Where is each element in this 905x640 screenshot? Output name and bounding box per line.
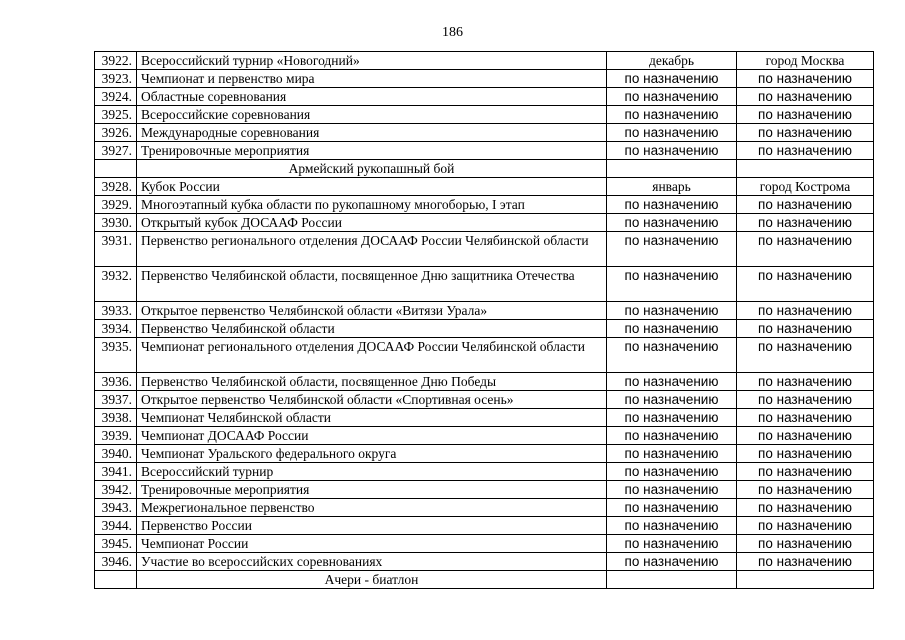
event-number: 3932. <box>95 267 137 302</box>
event-number: 3938. <box>95 409 137 427</box>
event-date: по назначению <box>607 427 737 445</box>
event-place: город Москва <box>737 52 874 70</box>
section-title: Ачери - биатлон <box>137 571 607 589</box>
event-number: 3933. <box>95 302 137 320</box>
event-date: по назначению <box>607 142 737 160</box>
event-number: 3946. <box>95 553 137 571</box>
section-num-cell <box>95 160 137 178</box>
event-number: 3930. <box>95 214 137 232</box>
event-row <box>95 535 874 553</box>
event-number: 3934. <box>95 320 137 338</box>
event-name: Первенство Челябинской области <box>137 320 607 338</box>
event-number: 3929. <box>95 196 137 214</box>
event-name: Чемпионат России <box>137 535 607 553</box>
event-row <box>95 427 874 445</box>
event-row <box>95 267 874 302</box>
event-name: Всероссийский турнир «Новогодний» <box>137 52 607 70</box>
section-num-cell <box>95 571 137 589</box>
event-place: город Кострома <box>737 178 874 196</box>
event-date: по назначению <box>607 481 737 499</box>
event-row <box>95 481 874 499</box>
event-place: по назначению <box>737 196 874 214</box>
event-row <box>95 409 874 427</box>
event-date: по назначению <box>607 106 737 124</box>
event-row <box>95 106 874 124</box>
event-place: по назначению <box>737 124 874 142</box>
event-place: по назначению <box>737 427 874 445</box>
event-place: по назначению <box>737 391 874 409</box>
event-place: по назначению <box>737 142 874 160</box>
event-number: 3922. <box>95 52 137 70</box>
event-place: по назначению <box>737 373 874 391</box>
event-name: Тренировочные мероприятия <box>137 481 607 499</box>
event-number: 3942. <box>95 481 137 499</box>
event-name: Чемпионат регионального отделения ДОСААФ России Челябинской области <box>137 338 607 373</box>
event-place: по назначению <box>737 338 874 373</box>
section-date-cell <box>607 160 737 178</box>
event-date: по назначению <box>607 88 737 106</box>
event-row <box>95 445 874 463</box>
event-place: по назначению <box>737 553 874 571</box>
event-row <box>95 391 874 409</box>
event-place: по назначению <box>737 88 874 106</box>
event-row <box>95 553 874 571</box>
event-name: Чемпионат ДОСААФ России <box>137 427 607 445</box>
event-row <box>95 178 874 196</box>
events-table-body <box>95 52 874 589</box>
event-name: Межрегиональное первенство <box>137 499 607 517</box>
event-place: по назначению <box>737 499 874 517</box>
event-date: январь <box>607 178 737 196</box>
event-place: по назначению <box>737 320 874 338</box>
section-place-cell <box>737 160 874 178</box>
event-place: по назначению <box>737 214 874 232</box>
event-date: по назначению <box>607 70 737 88</box>
event-number: 3941. <box>95 463 137 481</box>
event-number: 3935. <box>95 338 137 373</box>
event-row <box>95 463 874 481</box>
event-date: по назначению <box>607 232 737 267</box>
event-row <box>95 302 874 320</box>
event-date: по назначению <box>607 302 737 320</box>
event-date: по назначению <box>607 373 737 391</box>
event-row <box>95 338 874 373</box>
event-name: Международные соревнования <box>137 124 607 142</box>
event-row <box>95 196 874 214</box>
event-row <box>95 124 874 142</box>
event-date: по назначению <box>607 124 737 142</box>
event-number: 3931. <box>95 232 137 267</box>
event-name: Первенство России <box>137 517 607 535</box>
event-number: 3923. <box>95 70 137 88</box>
event-place: по назначению <box>737 302 874 320</box>
event-name: Кубок России <box>137 178 607 196</box>
event-row <box>95 499 874 517</box>
event-row <box>95 232 874 267</box>
event-number: 3927. <box>95 142 137 160</box>
events-table <box>94 51 874 589</box>
event-name: Чемпионат и первенство мира <box>137 70 607 88</box>
event-date: по назначению <box>607 338 737 373</box>
event-name: Первенство Челябинской области, посвященное Дню Победы <box>137 373 607 391</box>
event-number: 3940. <box>95 445 137 463</box>
event-place: по назначению <box>737 70 874 88</box>
event-name: Областные соревнования <box>137 88 607 106</box>
section-header-row <box>95 160 874 178</box>
event-name: Открытое первенство Челябинской области «Спортивная осень» <box>137 391 607 409</box>
event-date: по назначению <box>607 267 737 302</box>
event-row <box>95 214 874 232</box>
event-name: Первенство Челябинской области, посвященное Дню защитника Отечества <box>137 267 607 302</box>
event-date: по назначению <box>607 535 737 553</box>
event-name: Многоэтапный кубка области по рукопашному многоборью, I этап <box>137 196 607 214</box>
event-place: по назначению <box>737 463 874 481</box>
event-place: по назначению <box>737 409 874 427</box>
event-name: Первенство регионального отделения ДОСААФ России Челябинской области <box>137 232 607 267</box>
event-place: по назначению <box>737 445 874 463</box>
event-place: по назначению <box>737 267 874 302</box>
event-date: по назначению <box>607 391 737 409</box>
event-row <box>95 52 874 70</box>
event-number: 3926. <box>95 124 137 142</box>
event-name: Тренировочные мероприятия <box>137 142 607 160</box>
section-title: Армейский рукопашный бой <box>137 160 607 178</box>
event-date: по назначению <box>607 214 737 232</box>
event-date: по назначению <box>607 445 737 463</box>
section-date-cell <box>607 571 737 589</box>
event-name: Всероссийский турнир <box>137 463 607 481</box>
event-date: по назначению <box>607 463 737 481</box>
event-place: по назначению <box>737 517 874 535</box>
event-place: по назначению <box>737 481 874 499</box>
event-row <box>95 373 874 391</box>
event-row <box>95 517 874 535</box>
event-row <box>95 70 874 88</box>
event-number: 3937. <box>95 391 137 409</box>
event-number: 3939. <box>95 427 137 445</box>
event-number: 3945. <box>95 535 137 553</box>
event-row <box>95 320 874 338</box>
event-row <box>95 142 874 160</box>
event-number: 3944. <box>95 517 137 535</box>
event-date: по назначению <box>607 517 737 535</box>
event-date: по назначению <box>607 553 737 571</box>
section-place-cell <box>737 571 874 589</box>
event-date: по назначению <box>607 196 737 214</box>
event-place: по назначению <box>737 232 874 267</box>
event-number: 3925. <box>95 106 137 124</box>
event-number: 3936. <box>95 373 137 391</box>
event-place: по назначению <box>737 535 874 553</box>
event-name: Открытое первенство Челябинской области «Витязи Урала» <box>137 302 607 320</box>
event-name: Всероссийские соревнования <box>137 106 607 124</box>
event-row <box>95 88 874 106</box>
event-number: 3928. <box>95 178 137 196</box>
event-name: Участие во всероссийских соревнованиях <box>137 553 607 571</box>
event-date: декабрь <box>607 52 737 70</box>
event-number: 3924. <box>95 88 137 106</box>
event-name: Чемпионат Уральского федерального округа <box>137 445 607 463</box>
event-number: 3943. <box>95 499 137 517</box>
event-date: по назначению <box>607 499 737 517</box>
section-header-row <box>95 571 874 589</box>
event-date: по назначению <box>607 320 737 338</box>
event-place: по назначению <box>737 106 874 124</box>
event-name: Чемпионат Челябинской области <box>137 409 607 427</box>
page-number: 186 <box>442 25 463 40</box>
event-name: Открытый кубок ДОСААФ России <box>137 214 607 232</box>
event-date: по назначению <box>607 409 737 427</box>
